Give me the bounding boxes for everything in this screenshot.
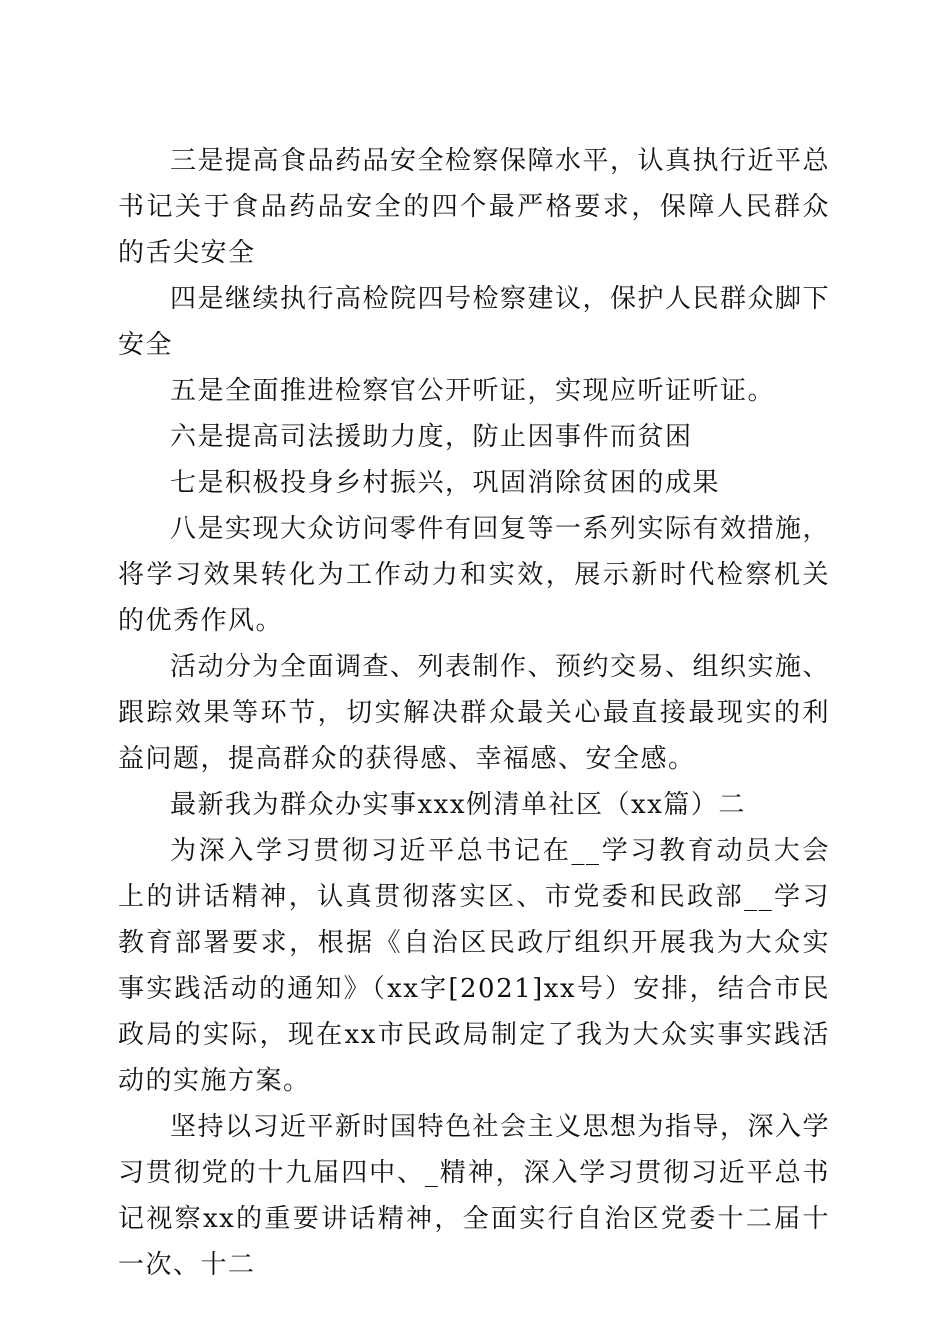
paragraph-item-4: 四是继续执行高检院四号检察建议，保护人民群众脚下安全 xyxy=(118,284,831,360)
paragraph-item-7: 七是积极投身乡村振兴，巩固消除贫困的成果 xyxy=(170,468,721,498)
document-body xyxy=(118,138,830,1288)
paragraph-plan-intro: 为深入学习贯彻习近平总书记在__学习教育动员大会上的讲话精神，认真贯彻落实区、市党委和民政部__学习教育部署要求，根据《自治区民政厅组织开展我为大众实事实践活动的通知》（xx字[2021]xx号）安排，结合市民政局的实际，现在xx市民政局制定了我为大众实事实践活动的实施方案。 xyxy=(118,836,830,1096)
paragraph-item-5: 五是全面推进检察官公开听证，实现应听证听证。 xyxy=(170,376,776,406)
paragraph-guiding-principle: 坚持以习近平新时国特色社会主义思想为指导，深入学习贯彻党的十九届四中、_精神，深入学习贯彻习近平总书记视察xx的重要讲话精神，全面实行自治区党委十二届十一次、十二 xyxy=(118,1112,831,1280)
paragraph-item-6: 六是提高司法援助力度，防止因事件而贫困 xyxy=(170,422,693,452)
paragraph-activity-stages: 活动分为全面调查、列表制作、预约交易、组织实施、跟踪效果等环节，切实解决群众最关心最直接最现实的利益问题，提高群众的获得感、幸福感、安全感。 xyxy=(118,652,831,774)
paragraph-item-3: 三是提高食品药品安全检察保障水平，认真执行近平总书记关于食品药品安全的四个最严格要求，保障人民群众的舌尖安全 xyxy=(118,146,831,268)
section-heading: 最新我为群众办实事xxx例清单社区（xx篇）二 xyxy=(170,790,746,820)
paragraph-item-8: 八是实现大众访问零件有回复等一系列实际有效措施，将学习效果转化为工作动力和实效，展示新时代检察机关的优秀作风。 xyxy=(118,514,831,636)
